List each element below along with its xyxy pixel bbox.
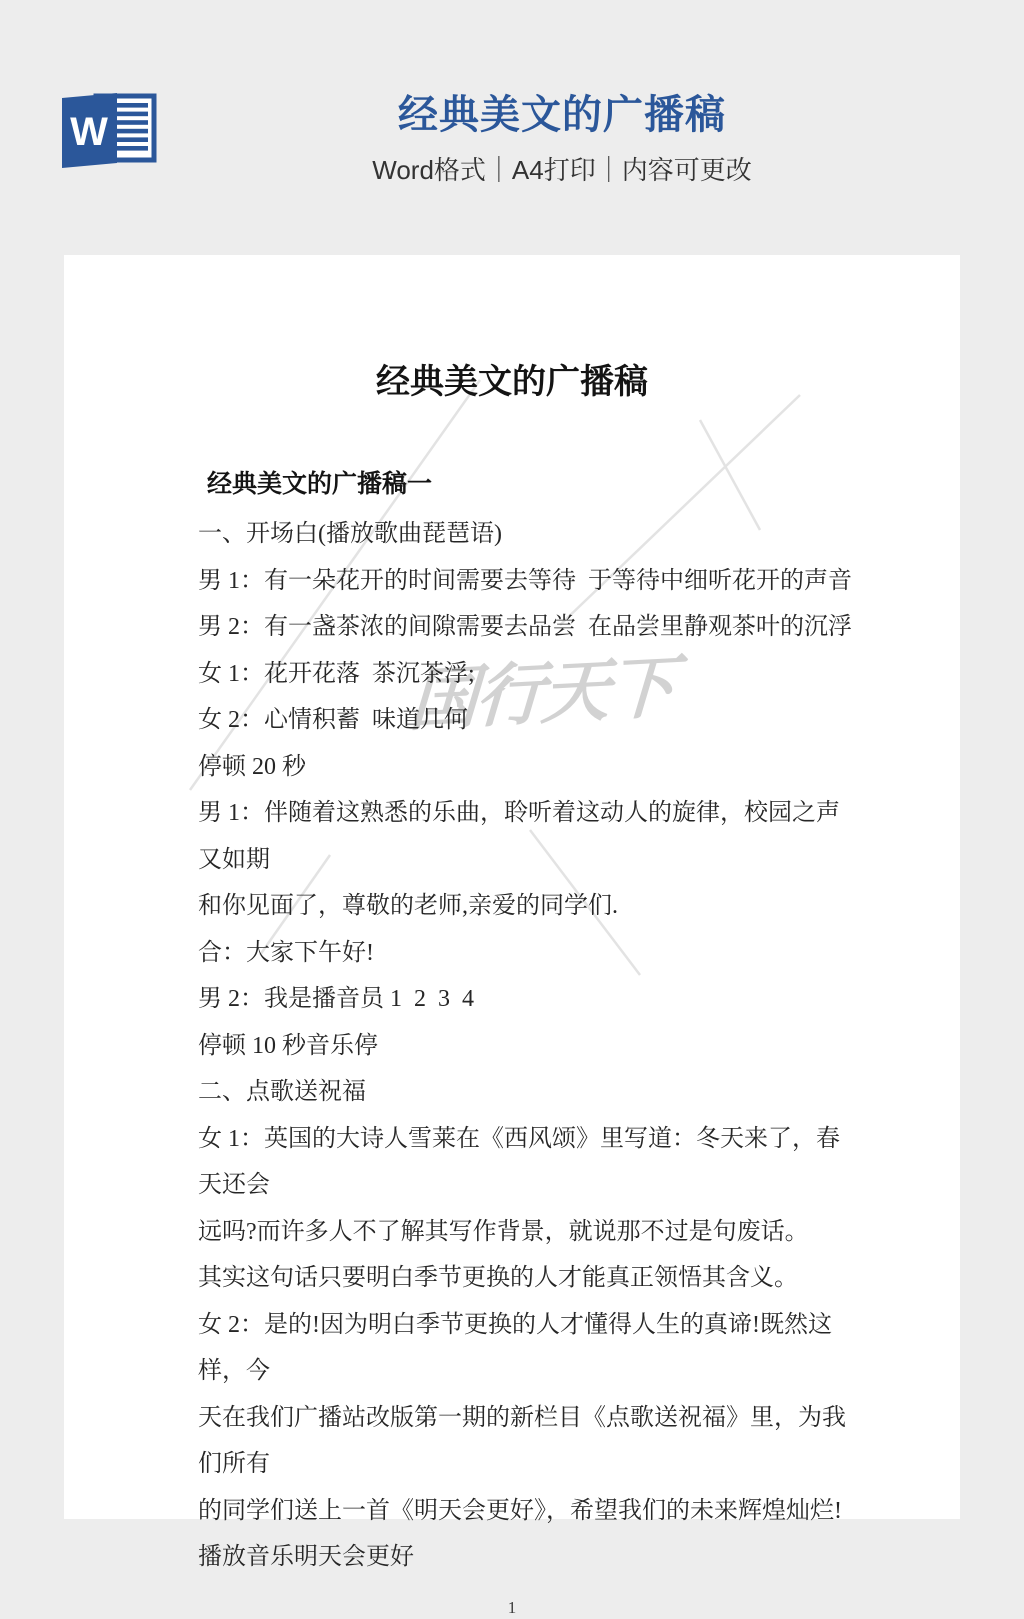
body-line: 播放音乐明天会更好 <box>198 1544 414 1570</box>
document-body <box>64 511 960 1581</box>
body-line: 停顿 20 秒 <box>198 753 306 780</box>
page-number: 1 <box>507 1597 517 1617</box>
body-line: 女 1：英国的大诗人雪莱在《西风颂》里写道：冬天来了，春天还会 <box>198 1125 840 1198</box>
header-title: 经典美文的广播稿 <box>398 93 726 137</box>
word-icon-letter: W <box>70 110 108 154</box>
site-header <box>0 0 1024 255</box>
watermark-text: 国行天下 <box>407 648 676 740</box>
body-line: 停顿 10 秒音乐停 <box>198 1032 378 1059</box>
body-line: 男 2：我是播音员 1 2 3 4 <box>198 986 474 1012</box>
body-line: 合：大家下午好! <box>198 939 374 966</box>
body-line: 和你见面了，尊敬的老师,亲爱的同学们. <box>198 893 618 919</box>
body-line: 的同学们送上一首《明天会更好》，希望我们的未来辉煌灿烂! <box>198 1497 842 1524</box>
body-line: 二、点歌送祝福 <box>198 1079 366 1105</box>
body-line: 女 2：是的!因为明白季节更换的人才懂得人生的真谛!既然这样，今 <box>198 1311 832 1384</box>
body-line: 天在我们广播站改版第一期的新栏目《点歌送祝福》里，为我们所有 <box>198 1404 846 1477</box>
document-page <box>64 255 960 1617</box>
body-line: 一、开场白(播放歌曲琵琶语) <box>198 521 502 547</box>
document-title: 经典美文的广播稿 <box>376 364 648 401</box>
body-line: 男 1：伴随着这熟悉的乐曲，聆听着这动人的旋律，校园之声又如期 <box>198 800 840 873</box>
body-line: 女 1：花开花落 茶沉茶浮; <box>198 660 475 687</box>
body-line: 远吗?而许多人不了解其写作背景，就说那不过是句废话。 <box>198 1218 809 1245</box>
body-line: 其实这句话只要明白季节更换的人才能真正领悟其含义。 <box>198 1265 798 1291</box>
body-line: 男 2：有一盏茶浓的间隙需要去品尝 在品尝里静观茶叶的沉浮 <box>198 614 852 640</box>
body-line: 男 1：有一朵花开的时间需要去等待 于等待中细听花开的声音 <box>198 567 852 594</box>
header-subtitle: Word格式｜A4打印｜内容可更改 <box>372 155 752 185</box>
body-line: 女 2：心情积蓄 味道几何 <box>198 707 468 733</box>
section-heading: 经典美文的广播稿一 <box>207 470 433 498</box>
